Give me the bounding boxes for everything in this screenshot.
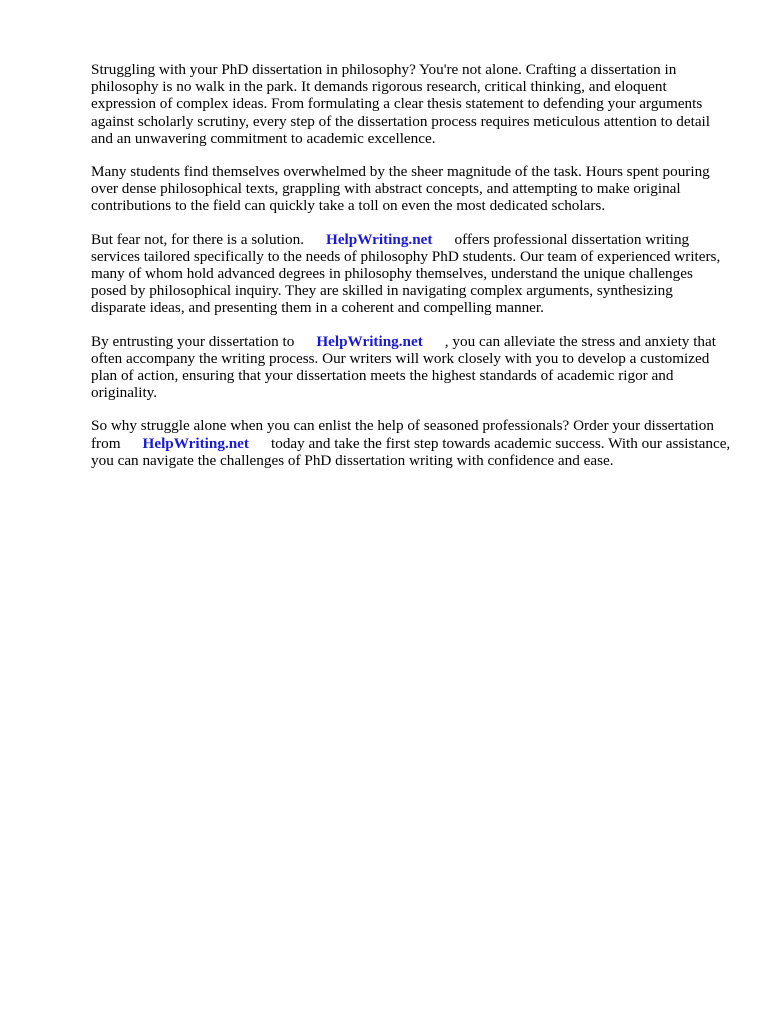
helpwriting-link[interactable]: HelpWriting.net	[142, 434, 249, 452]
paragraph-solution	[91, 231, 731, 317]
helpwriting-link[interactable]: HelpWriting.net	[316, 332, 423, 350]
paragraph-text: But fear not, for there is a solution.	[91, 230, 304, 248]
paragraph-call-to-action	[91, 417, 731, 469]
paragraph-text: Many students find themselves overwhelmed by the sheer magnitude of the task. Hours spent pouring over dense philosophical texts, grappling with abstract concepts, and attempting to make original contributions to the field can quickly take a toll on even the most dedicated scholars.	[91, 163, 710, 215]
paragraph-intro	[91, 61, 731, 147]
paragraph-text: Struggling with your PhD dissertation in philosophy? You're not alone. Crafting a dissertation in philosophy is no walk in the park. It demands rigorous research, critical thinking, and eloquent expression of complex ideas. From formulating a clear thesis statement to defending your arguments against scholarly scrutiny, every step of the dissertation process requires meticulous attention to detail and an unwavering commitment to academic excellence.	[91, 61, 711, 147]
helpwriting-link[interactable]: HelpWriting.net	[326, 230, 433, 248]
paragraph-entrusting	[91, 333, 731, 402]
document-page	[91, 61, 731, 485]
paragraph-struggles	[91, 163, 731, 215]
paragraph-text: So why struggle alone when you can enlist the help of seasoned professionals? Order your dissertation from	[91, 417, 714, 452]
paragraph-text: , you can alleviate the stress and anxiety that often accompany the writing process. Our writers will work closely with you to develop a customized plan of action, ensuring that your dissertation meets the highest standards of academic rigor and originality.	[91, 332, 716, 402]
paragraph-text: By entrusting your dissertation to	[91, 332, 295, 350]
paragraph-text: today and take the first step towards academic success. With our assistance, you can navigate the challenges of PhD dissertation writing with confidence and ease.	[91, 434, 731, 469]
paragraph-text: offers professional dissertation writing services tailored specifically to the needs of philosophy PhD students. Our team of experienced writers, many of whom hold advanced degrees in philosophy themselves, understand the unique challenges posed by philosophical inquiry. They are skilled in navigating complex arguments, synthesizing disparate ideas, and presenting them in a coherent and compelling manner.	[91, 230, 721, 317]
